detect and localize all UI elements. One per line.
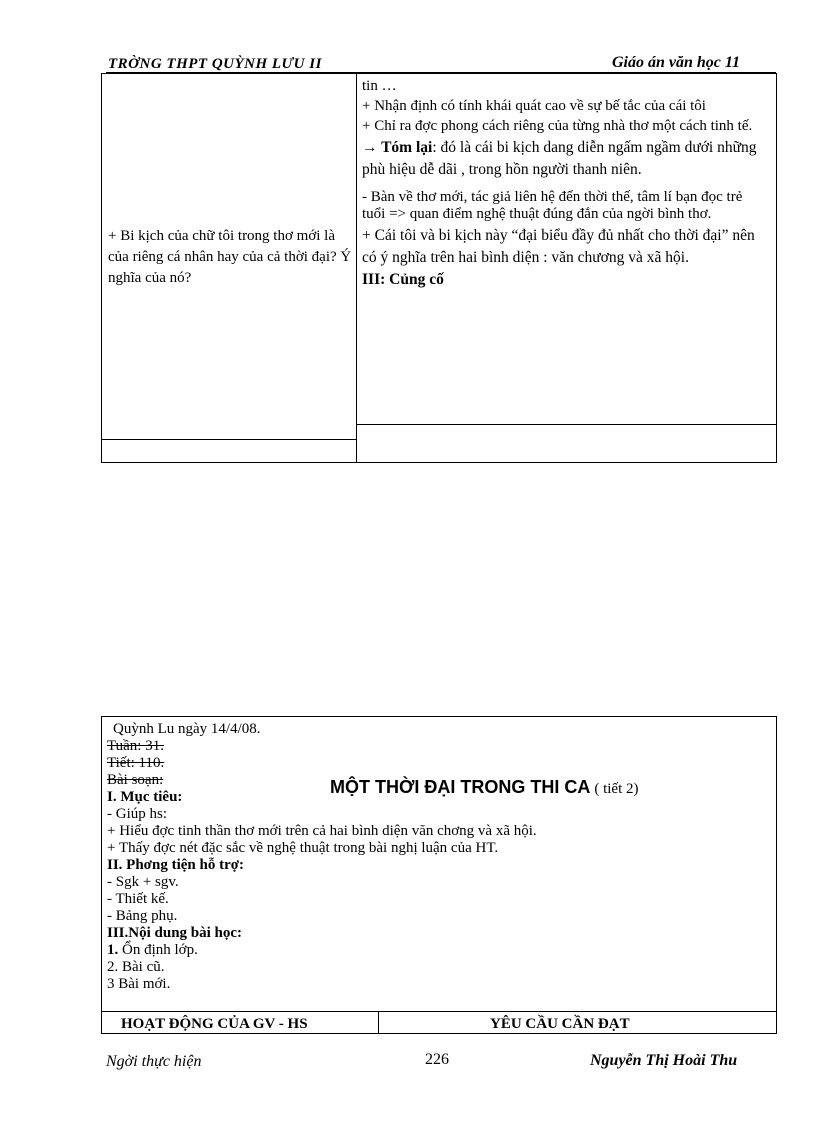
answer-line: + Cái tôi và bi kịch này “đại biểu đầy đủ nhất cho thời đại” nên có ý nghĩa trên hai bình diện : văn chương và xã hội. (362, 227, 755, 266)
lesson-line: 3 Bài mới. (107, 976, 171, 992)
period-line: Tiết: 110. (107, 755, 165, 771)
left-row-line (101, 439, 357, 440)
top-table-divider (356, 73, 357, 463)
summary-line (362, 137, 767, 181)
lesson-label: Bài soạn: (107, 772, 164, 788)
lesson-title-wrap (330, 777, 639, 798)
answer-line: + Chỉ ra đợc phong cách riêng của từng nhà thơ một cách tinh tế. (362, 118, 753, 134)
lesson-title-suffix: ( tiết 2) (594, 781, 639, 797)
subject-title: Giáo án văn học 11 (612, 54, 741, 71)
summary-text: : đó là cái bi kịch dang diễn ngấm ngầm dưới những phù hiệu dễ dãi , trong hồn người thanh niên. (362, 139, 757, 178)
lesson-title: MỘT THỜI ĐẠI TRONG THI CA (330, 777, 591, 797)
right-row-line (356, 424, 777, 425)
footer-left: Ngời thực hiện (106, 1053, 202, 1070)
page-number: 226 (425, 1051, 449, 1068)
footer-author: Nguyễn Thị Hoài Thu (590, 1052, 738, 1069)
lesson-table-line (101, 1011, 777, 1012)
lesson-line: 2. Bài cũ. (107, 959, 165, 975)
school-name: TRỜNG THPT QUỲNH LƯU II (108, 56, 322, 72)
column-header-activities: HOẠT ĐỘNG CỦA GV - HS (121, 1016, 308, 1032)
week-line: Tuần: 31. (107, 738, 164, 754)
answer-line: - Bàn về thơ mới, tác giả liên hệ đến thời thế, tâm lí bạn đọc trẻ tuổi => quan điểm nghệ thuật đúng đắn của ngời bình thơ. (362, 189, 743, 222)
step-number: 1. (107, 942, 119, 958)
answer-line: + Nhận định có tính khái quát cao về sự bế tắc của cái tôi (362, 98, 706, 114)
lesson-line: + Hiểu đợc tinh thần thơ mới trên cả hai bình diện văn chơng và xã hội. (107, 823, 537, 839)
date-line: Quỳnh Lu ngày 14/4/08. (113, 721, 261, 737)
lesson-table-divider (378, 1011, 379, 1034)
lesson-line: - Giúp hs: (107, 806, 167, 822)
lesson-line: - Bảng phụ. (107, 908, 178, 924)
lesson-line: + Thấy đợc nét đặc sắc về nghệ thuật trong bài nghị luận của HT. (107, 840, 499, 856)
section-heading: II. Phơng tiện hỗ trợ: (107, 857, 245, 873)
question-cell: + Bi kịch của chữ tôi trong thơ mới là của riêng cá nhân hay của cả thời đại? Ý nghĩa của nó? (108, 228, 352, 286)
column-header-requirements: YÊU CẦU CẦN ĐẠT (490, 1016, 630, 1032)
section-heading: I. Mục tiêu: (107, 789, 183, 805)
lesson-line (107, 942, 767, 959)
lesson-line: - Sgk + sgv. (107, 874, 179, 890)
summary-label: → Tóm lại (362, 139, 433, 156)
answer-line: tin … (362, 78, 397, 94)
section-heading: III: Củng cố (362, 271, 444, 288)
step-text: Ổn định lớp. (122, 942, 198, 958)
section-heading: III.Nội dung bài học: (107, 925, 243, 941)
lesson-line: - Thiết kế. (107, 891, 169, 907)
answer-cell (362, 78, 767, 291)
lesson-content (107, 721, 767, 993)
